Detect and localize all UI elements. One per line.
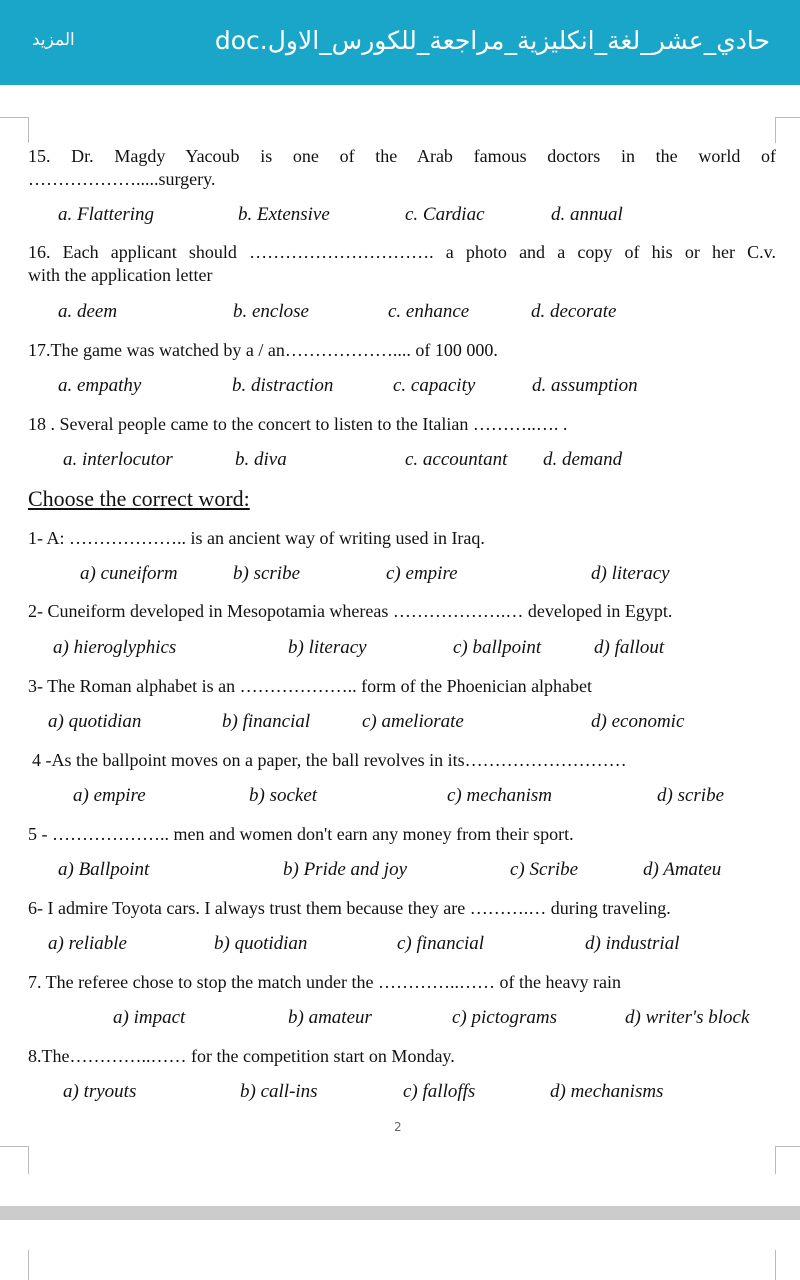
page-corner-mark <box>775 117 776 143</box>
question-1-text: 1- A: ……………….. is an ancient way of writing used in Iraq. <box>28 528 485 548</box>
question-18-option-b: b. diva <box>235 449 287 470</box>
question-18-option-a: a. interlocutor <box>63 449 173 470</box>
question-16-line1: 16. Each applicant should …………………………. a photo and a copy of his or her C.v. <box>28 242 776 262</box>
question-17-text: 17.The game was watched by a / an……………….... of 100 000. <box>28 340 498 360</box>
page-corner-mark <box>0 1146 28 1147</box>
question-3-option-b: b) financial <box>222 711 311 732</box>
section-heading: Choose the correct word: <box>28 486 250 511</box>
question-5-option-a: a) Ballpoint <box>58 859 150 880</box>
question-16-option-a: a. deem <box>58 301 118 322</box>
question-5-option-d: d) Amateu <box>643 859 722 880</box>
question-15-line1: 15. Dr. Magdy Yacoub is one of the Arab famous doctors in the world of <box>28 146 776 166</box>
question-8-text: 8.The…………..…… for the competition start on Monday. <box>28 1046 455 1066</box>
question-4-option-a: a) empire <box>73 785 146 806</box>
page-number: 2 <box>394 1120 402 1134</box>
question-1-option-d: d) literacy <box>591 563 670 584</box>
question-18-option-d: d. demand <box>543 449 623 470</box>
page-corner-mark <box>775 117 800 118</box>
question-17-option-d: d. assumption <box>532 375 638 396</box>
question-7-option-d: d) writer's block <box>625 1007 750 1028</box>
question-17-option-c: c. capacity <box>393 375 476 396</box>
question-15-option-a: a. Flattering <box>58 204 155 225</box>
question-4-option-c: c) mechanism <box>447 785 552 806</box>
more-menu-button[interactable]: المزيد <box>32 30 75 50</box>
page-corner-mark <box>775 1146 776 1174</box>
question-16-option-c: c. enhance <box>388 301 470 322</box>
question-16-line2: with the application letter <box>28 265 213 285</box>
page-corner-mark <box>0 117 28 118</box>
page-corner-mark <box>775 1146 800 1147</box>
question-5-option-c: c) Scribe <box>510 859 579 880</box>
question-8-option-c: c) falloffs <box>403 1081 476 1102</box>
question-6-option-b: b) quotidian <box>214 933 308 954</box>
question-4-option-d: d) scribe <box>657 785 725 806</box>
question-15-option-b: b. Extensive <box>238 204 330 225</box>
question-7-text: 7. The referee chose to stop the match under the …………..…… of the heavy rain <box>28 972 621 992</box>
question-2-option-c: c) ballpoint <box>453 637 542 658</box>
question-7-option-b: b) amateur <box>288 1007 372 1028</box>
question-8-option-a: a) tryouts <box>63 1081 137 1102</box>
question-6-option-d: d) industrial <box>585 933 680 954</box>
question-1-option-a: a) cuneiform <box>80 563 178 584</box>
question-2-option-d: d) fallout <box>594 637 665 658</box>
question-15-option-c: c. Cardiac <box>405 204 485 225</box>
question-3-option-d: d) economic <box>591 711 685 732</box>
question-7-option-a: a) impact <box>113 1007 186 1028</box>
question-16-option-b: b. enclose <box>233 301 309 322</box>
question-17-option-a: a. empathy <box>58 375 142 396</box>
question-3-option-a: a) quotidian <box>48 711 142 732</box>
app-bar <box>0 0 800 85</box>
question-6-option-a: a) reliable <box>48 933 127 954</box>
question-7-option-c: c) pictograms <box>452 1007 558 1028</box>
question-1-option-c: c) empire <box>386 563 458 584</box>
page-corner-mark <box>775 1250 776 1280</box>
question-6-option-c: c) financial <box>397 933 485 954</box>
question-4-text: 4 -As the ballpoint moves on a paper, the ball revolves in its……………………… <box>32 750 627 770</box>
page-corner-mark <box>28 117 29 143</box>
question-5-text: 5 - ……………….. men and women don't earn any money from their sport. <box>28 824 574 844</box>
question-17-option-b: b. distraction <box>232 375 334 396</box>
question-8-option-b: b) call-ins <box>240 1081 318 1102</box>
question-1-option-b: b) scribe <box>233 563 301 584</box>
question-2-text: 2- Cuneiform developed in Mesopotamia whereas ……………….… developed in Egypt. <box>28 601 673 621</box>
question-16-option-d: d. decorate <box>531 301 617 322</box>
question-18-option-c: c. accountant <box>405 449 508 470</box>
question-4-option-b: b) socket <box>249 785 318 806</box>
question-3-text: 3- The Roman alphabet is an ……………….. form of the Phoenician alphabet <box>28 676 593 696</box>
question-8-option-d: d) mechanisms <box>550 1081 664 1102</box>
question-2-option-b: b) literacy <box>288 637 367 658</box>
question-15-line2: ……………….....surgery. <box>28 169 216 189</box>
question-15-option-d: d. annual <box>551 204 623 225</box>
question-3-option-c: c) ameliorate <box>362 711 464 732</box>
document-title: حادي_عشر_لغة_انكليزية_مراجعة_للكورس_الاول.doc <box>214 26 770 55</box>
page-corner-mark <box>28 1250 29 1280</box>
question-2-option-a: a) hieroglyphics <box>53 637 177 658</box>
question-5-option-b: b) Pride and joy <box>283 859 408 880</box>
question-6-text: 6- I admire Toyota cars. I always trust them because they are ……….… during traveling. <box>28 898 671 918</box>
page-separator <box>0 1206 800 1220</box>
question-18-text: 18 . Several people came to the concert to listen to the Italian ………..…. . <box>28 414 568 434</box>
page-corner-mark <box>28 1146 29 1174</box>
